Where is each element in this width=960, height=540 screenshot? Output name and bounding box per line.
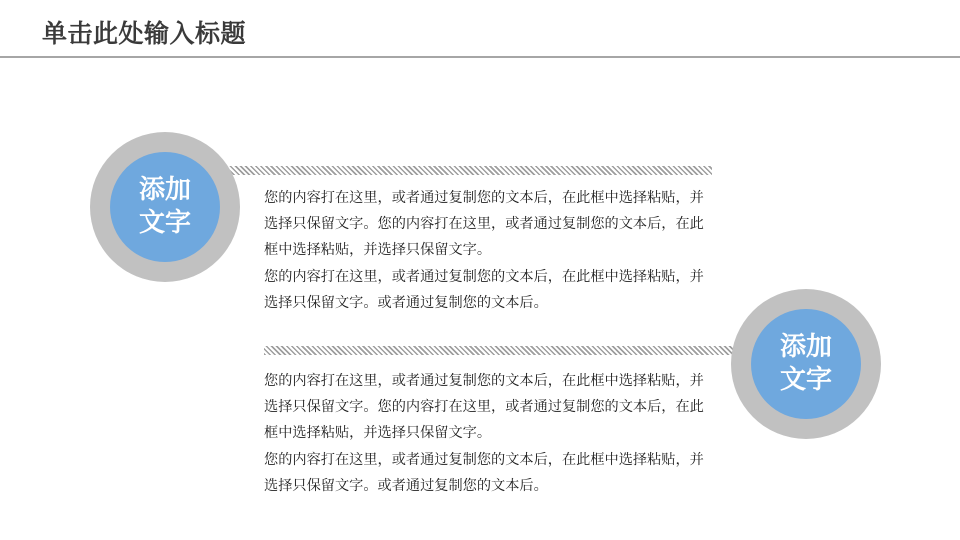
circle-badge-inner bbox=[110, 152, 220, 262]
paragraph: 您的内容打在这里，或者通过复制您的文本后，在此框中选择粘贴，并选择只保留文字。您的内容打在这里，或者通过复制您的文本后，在此框中选择粘贴，并选择只保留文字。 bbox=[264, 190, 704, 259]
circle-badge-1[interactable] bbox=[90, 132, 240, 282]
slide-title[interactable]: 单击此处输入标题 bbox=[42, 19, 247, 48]
paragraph: 您的内容打在这里，或者通过复制您的文本后，在此框中选择粘贴，并选择只保留文字。您的内容打在这里，或者通过复制您的文本后，在此框中选择粘贴，并选择只保留文字。 bbox=[264, 373, 704, 442]
hatched-divider-2 bbox=[264, 346, 734, 355]
text-block-2[interactable] bbox=[264, 368, 716, 499]
circle-badge-2[interactable] bbox=[731, 289, 881, 439]
badge-label-line2: 文字 bbox=[138, 208, 191, 238]
hatched-divider-1 bbox=[228, 166, 712, 175]
badge-label-line2: 文字 bbox=[779, 365, 832, 395]
badge-label-line1: 添加 bbox=[138, 175, 191, 205]
paragraph: 您的内容打在这里，或者通过复制您的文本后，在此框中选择粘贴，并选择只保留文字。或者通过复制您的文本后。 bbox=[264, 268, 704, 311]
badge-label-line1: 添加 bbox=[779, 332, 832, 362]
title-divider bbox=[0, 56, 960, 58]
text-block-1[interactable] bbox=[264, 185, 716, 316]
circle-badge-inner bbox=[751, 309, 861, 419]
paragraph: 您的内容打在这里，或者通过复制您的文本后，在此框中选择粘贴，并选择只保留文字。或者通过复制您的文本后。 bbox=[264, 451, 704, 494]
